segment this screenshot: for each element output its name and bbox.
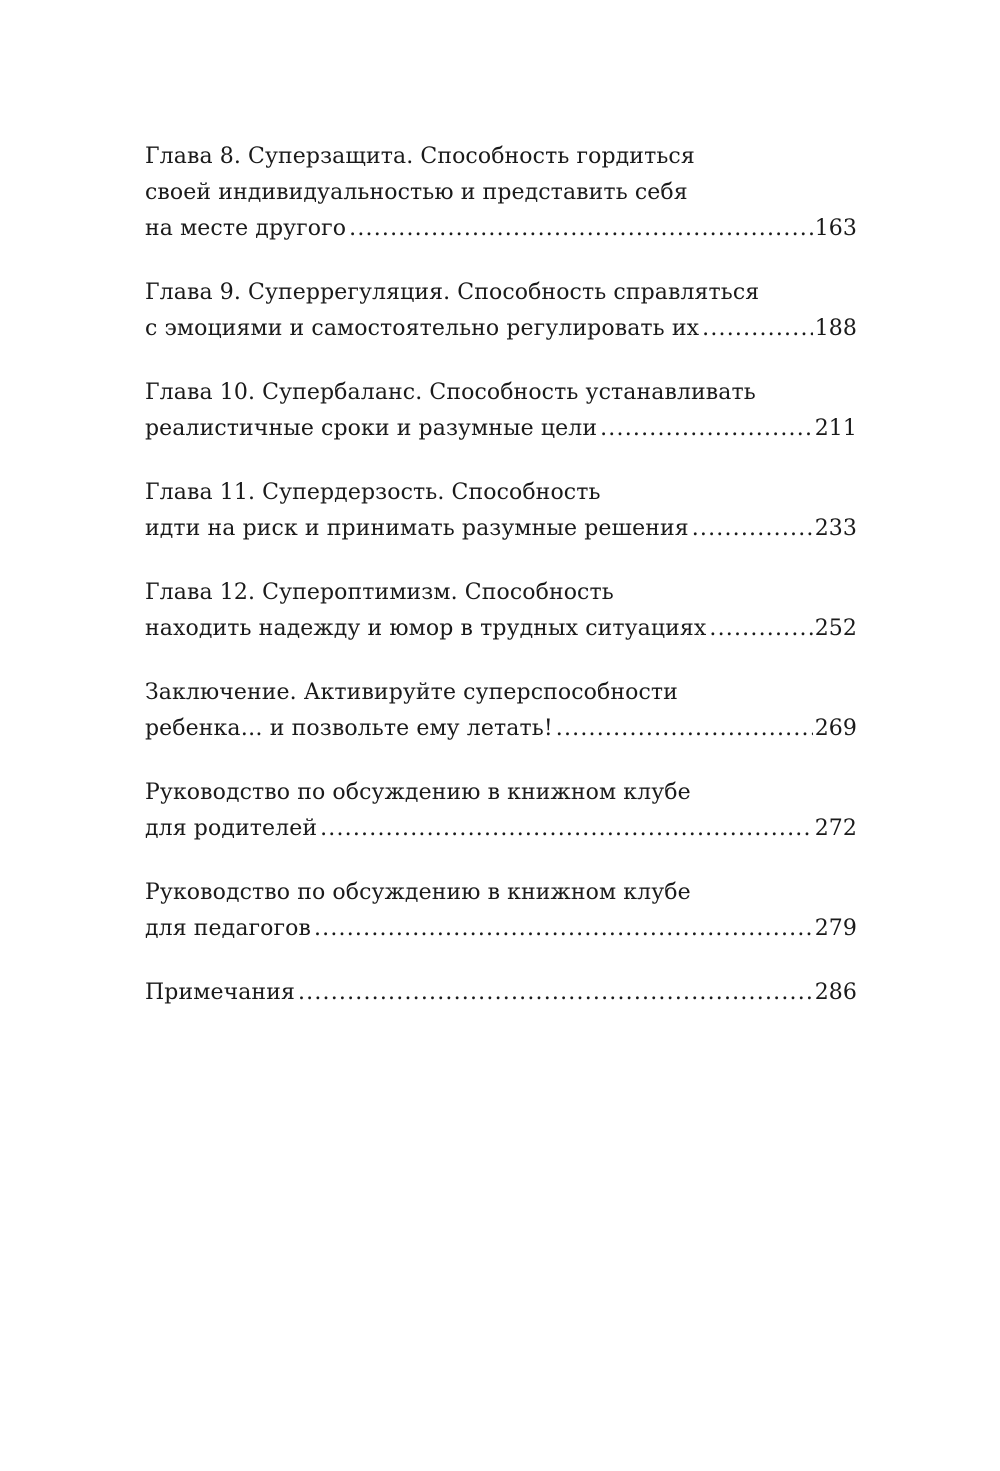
dot-leader: [314, 911, 813, 947]
toc-entry-last-line: [145, 511, 857, 547]
toc-entry-line: своей индивидуальностью и представить себя: [145, 180, 688, 205]
toc-entry-chapter-8: [145, 139, 857, 247]
toc-entry-text: для родителей: [145, 816, 318, 841]
page-number: 252: [814, 616, 857, 641]
toc-entry-text: находить надежду и юмор в трудных ситуациях: [145, 616, 707, 641]
toc-entry-text: реалистичные сроки и разумные цели: [145, 416, 598, 441]
toc-entry-line: Глава 11. Супердерзость. Способность: [145, 480, 601, 505]
dot-leader: [692, 511, 813, 547]
table-of-contents: [145, 139, 857, 1039]
page-number: 279: [814, 916, 857, 941]
dot-leader: [349, 211, 813, 247]
toc-entry-last-line: [145, 711, 857, 747]
page-number: 286: [814, 980, 857, 1005]
toc-entry-last-line: [145, 911, 857, 947]
toc-entry-chapter-10: [145, 375, 857, 447]
toc-entry-chapter-12: [145, 575, 857, 647]
toc-entry-guide-parents: [145, 775, 857, 847]
dot-leader: [709, 611, 812, 647]
page-number: 211: [814, 416, 857, 441]
toc-entry-last-line: [145, 411, 857, 447]
toc-entry-text: идти на риск и принимать разумные решения: [145, 516, 689, 541]
toc-entry-notes: [145, 975, 857, 1011]
toc-entry-last-line: [145, 975, 857, 1011]
toc-entry-last-line: [145, 611, 857, 647]
toc-entry-last-line: [145, 811, 857, 847]
toc-entry-text: для педагогов: [145, 916, 311, 941]
toc-entry-last-line: [145, 211, 857, 247]
toc-entry-line: Руководство по обсуждению в книжном клубе: [145, 780, 691, 805]
toc-entry-line: Руководство по обсуждению в книжном клубе: [145, 880, 691, 905]
page-number: 163: [814, 216, 857, 241]
toc-entry-text: с эмоциями и самостоятельно регулировать их: [145, 316, 700, 341]
toc-entry-line: Глава 12. Супероптимизм. Способность: [145, 580, 614, 605]
toc-entry-text: ребенка… и позвольте ему летать!: [145, 716, 553, 741]
toc-entry-text: на месте другого: [145, 216, 347, 241]
toc-entry-last-line: [145, 311, 857, 347]
dot-leader: [600, 411, 813, 447]
toc-entry-line: Глава 9. Суперрегуляция. Способность справляться: [145, 280, 760, 305]
page-number: 269: [814, 716, 857, 741]
dot-leader: [556, 711, 813, 747]
page-number: 188: [814, 316, 857, 341]
toc-entry-guide-teachers: [145, 875, 857, 947]
toc-entry-line: Глава 10. Супербаланс. Способность устанавливать: [145, 380, 756, 405]
toc-entry-chapter-9: [145, 275, 857, 347]
toc-entry-line: Глава 8. Суперзащита. Способность гордиться: [145, 144, 695, 169]
dot-leader: [298, 975, 813, 1011]
page-number: 233: [814, 516, 857, 541]
toc-entry-line: Заключение. Активируйте суперспособности: [145, 680, 678, 705]
toc-entry-conclusion: [145, 675, 857, 747]
toc-entry-chapter-11: [145, 475, 857, 547]
page-number: 272: [814, 816, 857, 841]
dot-leader: [320, 811, 813, 847]
toc-entry-text: Примечания: [145, 980, 295, 1005]
dot-leader: [702, 311, 813, 347]
